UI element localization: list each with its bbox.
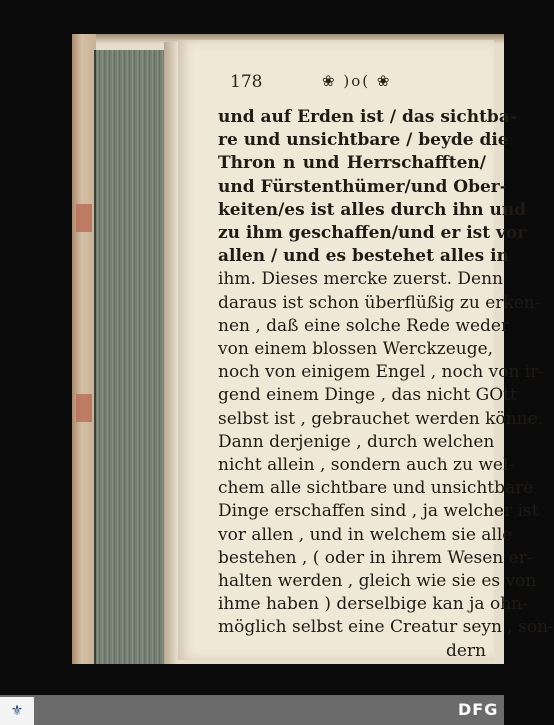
text-line: von einem blossen Werckzeuge, (218, 339, 494, 360)
page-stack (94, 50, 166, 664)
text-line: selbst ist , gebrauchet werden könne. (218, 408, 544, 429)
catchword: dern (445, 640, 486, 661)
text-line: zu ihm geschaffen/und er ist vor (218, 223, 527, 244)
text-line: nicht allein , sondern auch zu wel- (218, 455, 515, 476)
page-header (226, 72, 476, 96)
text-line: vor allen , und in welchem sie alle (218, 524, 513, 545)
book (72, 34, 554, 664)
text-line: keiten/es ist alles durch ihn und (218, 199, 527, 220)
text-line: chem alle sichtbare und unsichtbare (218, 478, 534, 499)
book-cover-edge (72, 34, 96, 664)
text-line: Dann derjenige , durch welchen (218, 431, 495, 452)
text-line: und Fürstenthümer/und Ober- (218, 176, 507, 197)
body-text (218, 106, 554, 663)
header-ornament: ❀ )o( ❀ (322, 72, 392, 90)
text-line: Thron n und Herrschafften/ (218, 153, 486, 174)
text-line: nen , daß eine solche Rede weder (218, 315, 510, 336)
page-number: 178 (230, 72, 263, 92)
text-line: allen / und es bestehet alles in (218, 246, 509, 267)
text-line: noch von einigem Engel , noch von ir- (218, 362, 545, 383)
crest-icon: ⚜ (10, 703, 24, 719)
text-line: Dinge erschaffen sind , ja welcher ist (218, 501, 539, 522)
text-line: gend einem Dinge , das nicht GOtt (218, 385, 517, 406)
text-line: daraus ist schon überflüßig zu erken- (218, 292, 541, 313)
text-line: ihme haben ) derselbige kan ja ohn- (218, 594, 528, 615)
institution-logo[interactable] (0, 697, 34, 725)
book-gutter (164, 42, 178, 664)
text-line: ihm. Dieses mercke zuerst. Denn (218, 269, 503, 290)
dfg-logo[interactable]: DFG (458, 700, 499, 719)
text-line: und auf Erden ist / das sichtba- (218, 107, 517, 127)
text-line: halten werden , gleich wie sie es von (218, 571, 537, 592)
book-page (178, 40, 554, 661)
viewer-footer-bar (0, 695, 504, 725)
cover-stain (76, 204, 92, 232)
cover-stain (76, 394, 92, 422)
text-line: möglich selbst eine Creatur seyn , son- (218, 617, 554, 638)
text-line: bestehen , ( oder in ihrem Wesen er- (218, 547, 533, 568)
text-line: re und unsichtbare / beyde die (218, 130, 509, 151)
